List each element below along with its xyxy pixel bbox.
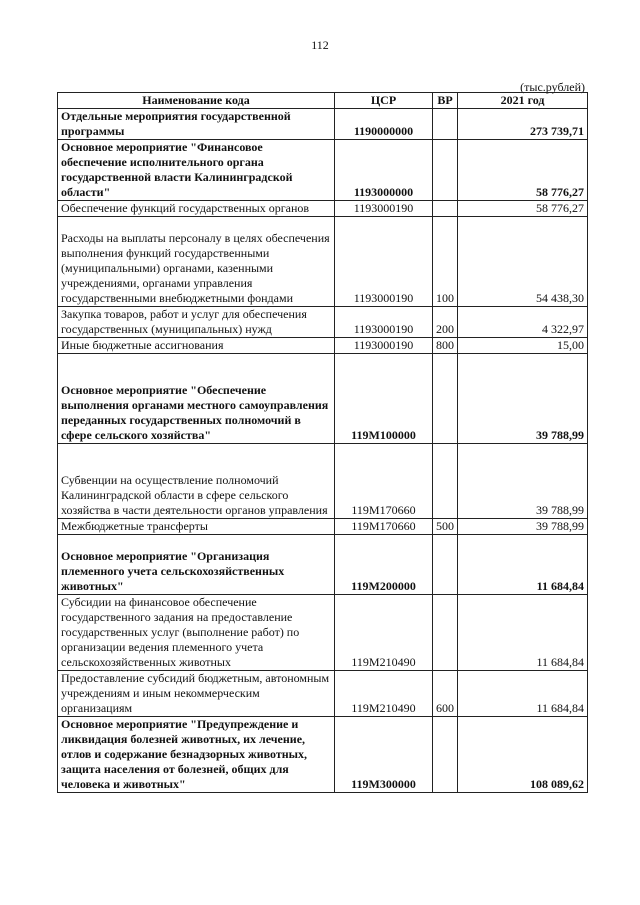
cell-csr: 1193000190	[335, 338, 433, 354]
cell-vr	[433, 201, 458, 217]
cell-vr: 600	[433, 671, 458, 717]
cell-vr	[433, 595, 458, 671]
cell-vr: 800	[433, 338, 458, 354]
table-row	[58, 338, 588, 354]
cell-csr: 1190000000	[335, 109, 433, 140]
cell-csr: 119М170660	[335, 519, 433, 535]
table-row	[58, 307, 588, 338]
cell-name: Субвенции на осуществление полномочий Калининградской области в сфере сельского хозяйства в части деятельности органов управления	[58, 444, 335, 519]
cell-csr: 119М210490	[335, 671, 433, 717]
cell-amount: 54 438,30	[458, 217, 588, 307]
cell-name: Предоставление субсидий бюджетным, автономным учреждениям и иным некоммерческим организациям	[58, 671, 335, 717]
cell-name: Расходы на выплаты персоналу в целях обеспечения выполнения функций государственными (муниципальными) органами, казенными учреждениями, органами управления государственными внебюджетными фондами	[58, 217, 335, 307]
cell-vr: 200	[433, 307, 458, 338]
table-row	[58, 109, 588, 140]
page-number: 112	[311, 38, 329, 52]
cell-amount: 39 788,99	[458, 354, 588, 444]
table-row	[58, 671, 588, 717]
cell-name: Основное мероприятие "Организация племенного учета сельскохозяйственных животных"	[58, 535, 335, 595]
cell-csr: 119М200000	[335, 535, 433, 595]
header-year: 2021 год	[458, 93, 588, 109]
cell-csr: 119М300000	[335, 717, 433, 793]
header-csr: ЦСР	[335, 93, 433, 109]
cell-csr: 1193000190	[335, 307, 433, 338]
cell-csr: 119М170660	[335, 444, 433, 519]
cell-name: Субсидии на финансовое обеспечение государственного задания на предоставление государственных услуг (выполнение работ) по организации ведения племенного учета сельскохозяйственных животных	[58, 595, 335, 671]
cell-amount: 4 322,97	[458, 307, 588, 338]
cell-name: Основное мероприятие "Финансовое обеспечение исполнительного органа государственной власти Калининградской области"	[58, 140, 335, 201]
cell-name: Иные бюджетные ассигнования	[58, 338, 335, 354]
stray-mark	[55, 812, 56, 813]
table-row	[58, 595, 588, 671]
cell-name: Основное мероприятие "Обеспечение выполнения органами местного самоуправления переданных государственных полномочий в сфере сельского хозяйства"	[58, 354, 335, 444]
table-row	[58, 354, 588, 444]
table-row	[58, 535, 588, 595]
cell-csr: 119М100000	[335, 354, 433, 444]
table-row	[58, 444, 588, 519]
header-name: Наименование кода	[58, 93, 335, 109]
table-row	[58, 519, 588, 535]
table-row	[58, 717, 588, 793]
cell-vr	[433, 109, 458, 140]
header-vr: ВР	[433, 93, 458, 109]
cell-vr: 500	[433, 519, 458, 535]
cell-amount: 39 788,99	[458, 444, 588, 519]
cell-amount: 108 089,62	[458, 717, 588, 793]
cell-name: Основное мероприятие "Предупреждение и ликвидация болезней животных, их лечение, отлов и содержание безнадзорных животных, защита населения от болезней, общих для человека и животных"	[58, 717, 335, 793]
cell-amount: 11 684,84	[458, 595, 588, 671]
table-row	[58, 217, 588, 307]
cell-amount: 58 776,27	[458, 201, 588, 217]
cell-amount: 273 739,71	[458, 109, 588, 140]
cell-vr: 100	[433, 217, 458, 307]
cell-csr: 1193000000	[335, 140, 433, 201]
cell-csr: 1193000190	[335, 201, 433, 217]
cell-name: Обеспечение функций государственных органов	[58, 201, 335, 217]
table-body	[58, 109, 588, 793]
cell-name: Отдельные мероприятия государственной программы	[58, 109, 335, 140]
cell-amount: 15,00	[458, 338, 588, 354]
unit-label: (тыс.рублей)	[520, 80, 585, 94]
cell-amount: 11 684,84	[458, 671, 588, 717]
cell-csr: 119М210490	[335, 595, 433, 671]
table-row	[58, 140, 588, 201]
cell-amount: 11 684,84	[458, 535, 588, 595]
cell-vr	[433, 354, 458, 444]
cell-name: Закупка товаров, работ и услуг для обеспечения государственных (муниципальных) нужд	[58, 307, 335, 338]
cell-vr	[433, 535, 458, 595]
cell-vr	[433, 717, 458, 793]
table-header-row	[58, 93, 588, 109]
cell-vr	[433, 444, 458, 519]
cell-amount: 39 788,99	[458, 519, 588, 535]
cell-amount: 58 776,27	[458, 140, 588, 201]
cell-csr: 1193000190	[335, 217, 433, 307]
cell-name: Межбюджетные трансферты	[58, 519, 335, 535]
cell-vr	[433, 140, 458, 201]
table-row	[58, 201, 588, 217]
budget-table	[57, 92, 588, 793]
